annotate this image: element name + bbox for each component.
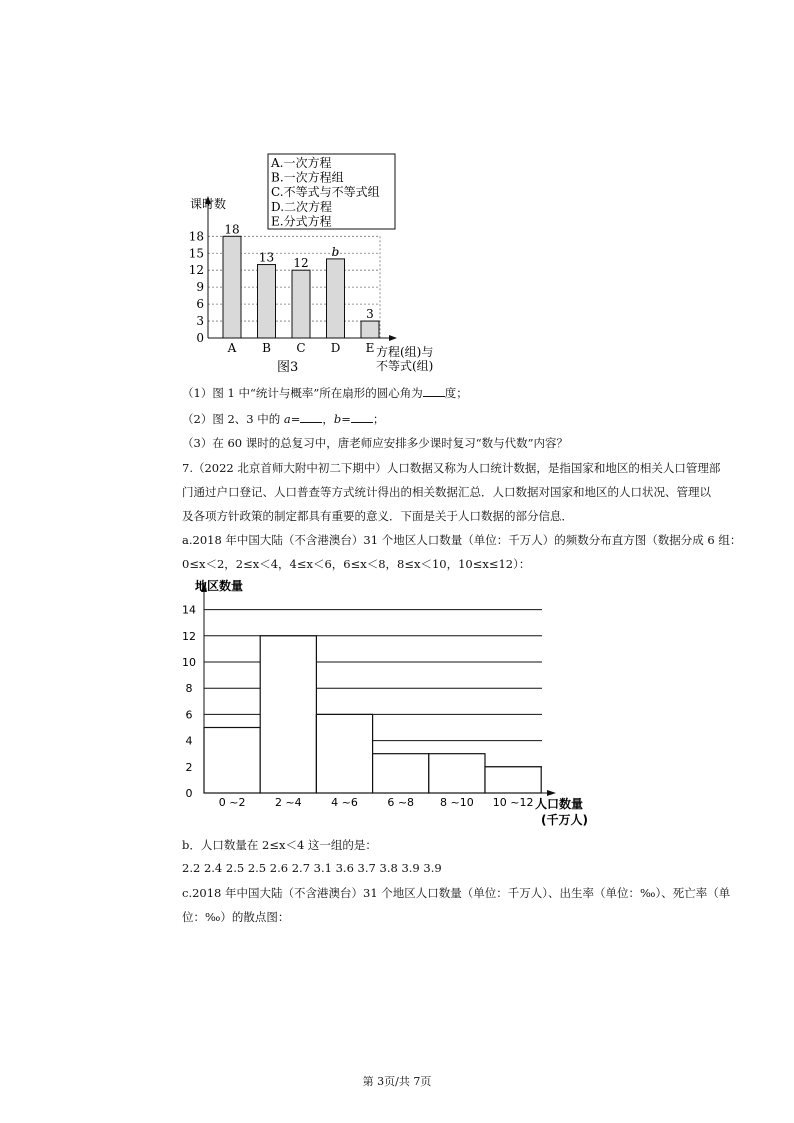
x-tick-label: 8 ~10 bbox=[440, 796, 474, 809]
histogram-bar bbox=[373, 754, 429, 793]
lesson-hours-bar-chart bbox=[170, 150, 470, 380]
bar bbox=[361, 321, 379, 338]
x-tick-label: E bbox=[365, 341, 375, 355]
x-tick-label: 6 ~8 bbox=[387, 796, 415, 809]
histogram-bar bbox=[485, 767, 541, 793]
y-tick-label: 0 bbox=[196, 331, 204, 345]
question-1-suffix: 度； bbox=[444, 386, 468, 400]
y-tick-label: 2 bbox=[185, 760, 193, 774]
y-tick-label: 6 bbox=[196, 297, 204, 312]
x-tick-label: 4 ~6 bbox=[331, 796, 358, 809]
bar-value-label: b bbox=[331, 244, 340, 259]
legend-item: D.二次方程 bbox=[271, 199, 333, 214]
bar bbox=[327, 259, 345, 338]
y-tick-label: 0 bbox=[185, 787, 193, 800]
question-2-suffix: ； bbox=[372, 412, 385, 426]
x-tick-label: A bbox=[227, 341, 237, 355]
x-axis-arrow bbox=[389, 335, 397, 341]
x-tick-label: C bbox=[296, 341, 306, 355]
bar-value-label: 12 bbox=[293, 256, 309, 271]
variable-b: b= bbox=[333, 412, 351, 426]
item-b-line-1: b．人口数量在 2≤x＜4 这一组的是： bbox=[182, 838, 377, 852]
question-2-text: （2）图 2、3 中的 bbox=[182, 412, 284, 426]
y-tick-label: 4 bbox=[185, 734, 193, 748]
y-tick-label: 8 bbox=[185, 682, 193, 696]
y-axis-label: 课时数 bbox=[190, 197, 227, 211]
y-tick-label: 12 bbox=[182, 629, 196, 643]
y-tick-label: 12 bbox=[188, 263, 204, 278]
histogram-bar bbox=[429, 754, 485, 793]
bar-value-label: 18 bbox=[224, 222, 240, 237]
x-axis-unit: (千万人) bbox=[541, 813, 588, 827]
y-axis-label: 地区数量 bbox=[195, 579, 244, 593]
question-1-text: （1）图 1 中“统计与概率”所在扇形的圆心角为 bbox=[182, 386, 423, 400]
bar-value-label: 3 bbox=[366, 307, 374, 322]
bar bbox=[258, 265, 276, 338]
answer-blank bbox=[423, 384, 445, 397]
x-axis-label: 人口数量 bbox=[535, 797, 584, 811]
item-a-line-1: a.2018 年中国大陆（不含港澳台）31 个地区人口数量（单位：千万人）的频数分布直方图（数据分成 6 组： bbox=[182, 533, 742, 547]
bar bbox=[223, 236, 241, 338]
bar-value-label: 13 bbox=[258, 250, 275, 265]
variable-a: a= bbox=[283, 412, 301, 426]
problem-7-line-1: 7.（2022 北京首师大附中初二下期中）人口数据又称为人口统计数据，是指国家和地区的相关人口管理部 bbox=[182, 461, 721, 475]
question-1 bbox=[182, 384, 468, 401]
x-tick-label: 2 ~4 bbox=[274, 796, 302, 809]
problem-7-line-2: 门通过户口登记、人口普查等方式统计得出的相关数据汇总．人口数据对国家和地区的人口状况、管理以 bbox=[182, 485, 711, 499]
item-b-data: 2.2 2.4 2.5 2.5 2.6 2.7 3.1 3.6 3.7 3.8 3.9 3.9 bbox=[182, 861, 442, 875]
question-2 bbox=[182, 410, 384, 427]
chart-title: 图3 bbox=[277, 360, 299, 375]
population-histogram bbox=[175, 578, 605, 830]
item-c-line-1: c.2018 年中国大陆（不含港澳台）31 个地区人口数量（单位：千万人）、出生率（单位：‰）、死亡率（单 bbox=[182, 886, 731, 900]
y-tick-label: 6 bbox=[185, 708, 193, 722]
separator: ， bbox=[322, 412, 334, 426]
x-tick-label: 0 ~2 bbox=[218, 796, 246, 809]
legend-item: C.不等式与不等式组 bbox=[271, 185, 380, 200]
item-a-line-2: 0≤x＜2，2≤x＜4，4≤x＜6，6≤x＜8，8≤x＜10，10≤x≤12）： bbox=[182, 557, 531, 571]
legend-item: A.一次方程 bbox=[271, 156, 332, 170]
histogram-bar bbox=[316, 714, 372, 793]
x-axis-label-line-1: 方程(组)与 bbox=[376, 345, 434, 359]
legend-item: E.分式方程 bbox=[271, 214, 332, 229]
answer-blank-b bbox=[351, 410, 373, 423]
bar bbox=[292, 270, 310, 338]
x-tick-label: 10 ~12 bbox=[492, 796, 534, 809]
y-tick-label: 3 bbox=[196, 314, 204, 329]
y-tick-label: 18 bbox=[188, 229, 204, 244]
y-tick-label: 9 bbox=[196, 280, 204, 295]
item-c-line-2: 位：‰）的散点图： bbox=[182, 910, 290, 924]
page-footer: 第 3页/共 7页 bbox=[362, 1075, 432, 1088]
histogram-bar bbox=[260, 636, 316, 793]
problem-7-line-3: 及各项方针政策的制定都具有重要的意义．下面是关于人口数据的部分信息． bbox=[182, 509, 573, 523]
x-axis-label-line-2: 不等式(组) bbox=[376, 359, 434, 373]
x-tick-label: D bbox=[330, 341, 341, 355]
y-tick-label: 10 bbox=[182, 656, 196, 669]
legend-item: B.一次方程组 bbox=[271, 170, 344, 185]
answer-blank-a bbox=[300, 410, 322, 423]
y-tick-label: 14 bbox=[182, 603, 196, 617]
y-tick-label: 15 bbox=[188, 246, 204, 261]
question-3: （3）在 60 课时的总复习中，唐老师应安排多少课时复习“数与代数”内容？ bbox=[182, 436, 569, 450]
x-axis-arrow bbox=[547, 790, 556, 796]
x-tick-label: B bbox=[262, 341, 271, 355]
histogram-bar bbox=[204, 728, 260, 794]
